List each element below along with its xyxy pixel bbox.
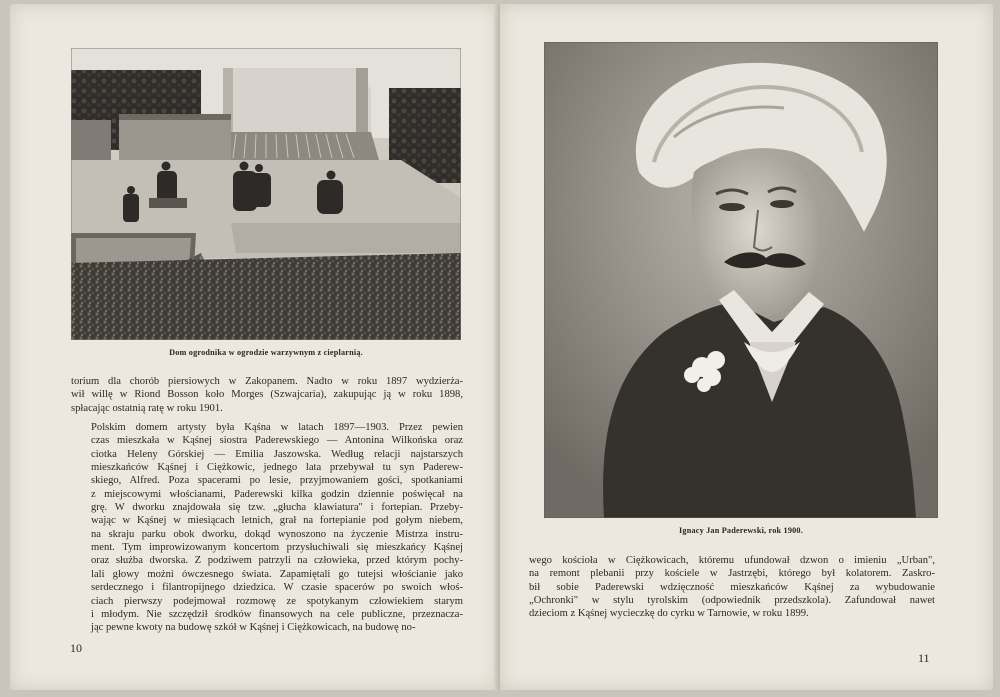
text-line: na skraju parku obok dworku, dokąd wynoszono na życzenie Mistrza instru- (91, 528, 463, 540)
paragraph (71, 375, 463, 415)
text-line: „Ochronki" w stylu tyrolskim (odpowiednik przedszkola). Zafundował nawet (529, 595, 935, 607)
text-line: ciach pierwszy podejmował rozmowę ze spotykanym człowiekiem starym (91, 595, 463, 607)
text-line: wając w Kąśnej w miesiącach letnich, grał na fortepianie pod gołym niebem, (91, 515, 463, 527)
text-line: bił sobie Paderewski wdzięczność mieszkańców Kąśnej za wybudowanie (529, 581, 935, 593)
photo-caption: Dom ogrodnika w ogrodzie warzywnym z cieplarnią. (169, 348, 363, 357)
text-line: mieszkańców Kąśnej i Ciężkowic, jednego lata przebywał tu syn Paderew- (91, 462, 463, 474)
text-line: spłacając ostatnią ratę w roku 1901. (71, 402, 223, 414)
text-line: na remont plebanii przy kościele w Jastrzębi, którego był kolatorem. Zaskro- (529, 568, 935, 580)
text-line: z miejscowymi włościanami, Paderewski kilka godzin dziennie poświęcał na (91, 488, 463, 500)
text-line: Polskim domem artysty była Kąśna w latach 1897—1903. Przez pewien (91, 422, 463, 434)
portrait-caption: Ignacy Jan Paderewski, rok 1900. (679, 526, 803, 535)
text-line: jąc pewne kwoty na budowę szkół w Kąśnej i Ciężkowicach, na budowę no- (91, 622, 416, 634)
page-number: 10 (70, 641, 82, 655)
text-line: wił willę w Riond Bosson koło Morges (Szwajcaria), zakupując ją w roku 1898, (71, 389, 463, 401)
text-line: wego kościoła w Ciężkowicach, któremu ufundował dzwon o imieniu „Urban", (529, 555, 935, 566)
left-page (10, 4, 498, 690)
right-page (500, 4, 993, 690)
paragraph (529, 554, 935, 621)
body-text (529, 554, 935, 621)
text-line: lali głowy możni ówczesnego świata. Zapamiętali go tutejsi włościanie jako (91, 568, 463, 580)
body-text (71, 375, 463, 635)
text-line: czas mieszkała w Kąśnej siostra Paderewskiego — Antonina Wilkońska oraz (91, 435, 463, 447)
paderewski-portrait-photo (544, 42, 938, 518)
text-line: dzieciom z Kąśnej wycieczkę do cyrku w Tarnowie, w roku 1899. (529, 608, 809, 620)
paragraph (71, 421, 463, 635)
text-line: i młodym. Nie szczędził środków finansowych na cele publiczne, przeznacza- (91, 608, 463, 620)
text-line: oraz służba dworska. Z podziwem patrzyli na człowieka, przed którym pochy- (91, 555, 463, 567)
text-line: ment. Tym improwizowanym koncertom przysłuchiwali się mieszkańcy Kąśnej (91, 542, 463, 554)
gardener-house-photo (71, 48, 461, 340)
text-line: torium dla chorób piersiowych w Zakopanem. Nadto w roku 1897 wydzierża- (71, 376, 463, 387)
text-line: skiego, Alfred. Poza spacerami po lesie, przyjmowaniem gości, spotkaniami (91, 475, 463, 487)
text-line: grę. W dworku znajdowała się tzw. „głucha klawiatura" i fortepian. Przeby- (91, 502, 463, 514)
text-line: ciotka Heleny Górskiej — Emilia Jaszowska. Według relacji najstarszych (91, 448, 463, 460)
page-number: 11 (918, 651, 930, 665)
text-line: serdecznego i filantropijnego dziedzica. W czasie spacerów po swoich włoś- (91, 582, 463, 594)
